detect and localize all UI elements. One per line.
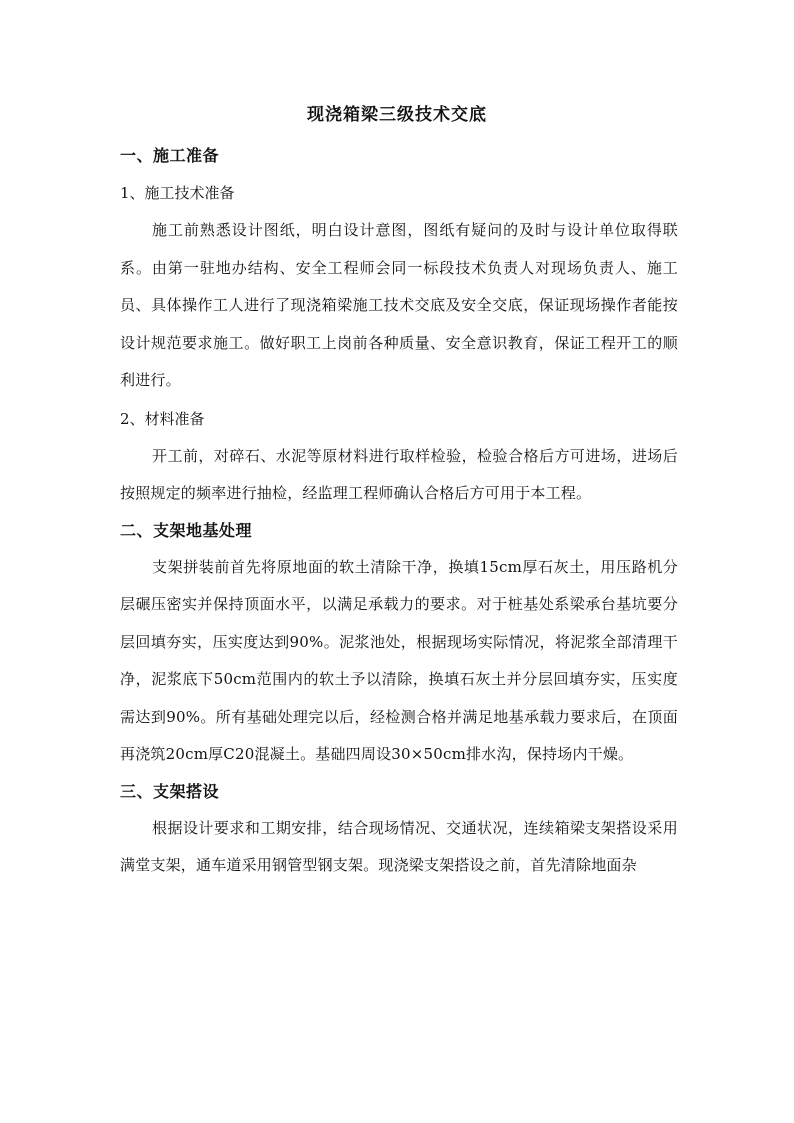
paragraph-support-erection: 根据设计要求和工期安排，结合现场情况、交通状况，连续箱梁支架搭设采用满堂支架，通车道采用钢管型钢支架。现浇梁支架搭设之前，首先清除地面杂	[120, 818, 678, 874]
section-heading-preparation: 一、施工准备	[120, 146, 220, 165]
section-heading-support-erection: 三、支架搭设	[120, 781, 220, 801]
document-title: 现浇箱梁三级技术交底	[307, 105, 487, 125]
paragraph-material-preparation: 开工前，对碎石、水泥等原材料进行取样检验，检验合格后方可进场，进场后按照规定的频率进行抽检，经监理工程师确认合格后方可用于本工程。	[120, 446, 678, 502]
paragraph-foundation-treatment: 支架拼装前首先将原地面的软土清除干净，换填15cm厚石灰土，用压路机分层碾压密实并保持顶面水平，以满足承载力的要求。对于桩基处系梁承台基坑要分层回填夯实，压实度达到90%。泥浆池处，根据现场实际情况，将泥浆全部清理干净，泥浆底下50cm范围内的软土予以清除，换填石灰土并分层回填夯实，压实度需达到90%。所有基础处理完以后，经检测合格并满足地基承载力要求后，在顶面再浇筑20cm厚C20混凝土。基础四周设30×50cm排水沟，保持场内干燥。	[120, 557, 678, 763]
subsection-heading-material-preparation: 2、材料准备	[120, 409, 205, 428]
section-heading-foundation-treatment: 二、支架地基处理	[120, 520, 253, 540]
document-body	[120, 138, 678, 885]
paragraph-technical-preparation: 施工前熟悉设计图纸，明白设计意图，图纸有疑问的及时与设计单位取得联系。由第一驻地办结构、安全工程师会同一标段技术负责人对现场负责人、施工员、具体操作工人进行了现浇箱梁施工技术交底及安全交底，保证现场操作者能按设计规范要求施工。做好职工上岗前各种质量、安全意识教育，保证工程开工的顺利进行。	[120, 221, 678, 389]
subsection-heading-technical-preparation: 1、施工技术准备	[120, 184, 235, 202]
